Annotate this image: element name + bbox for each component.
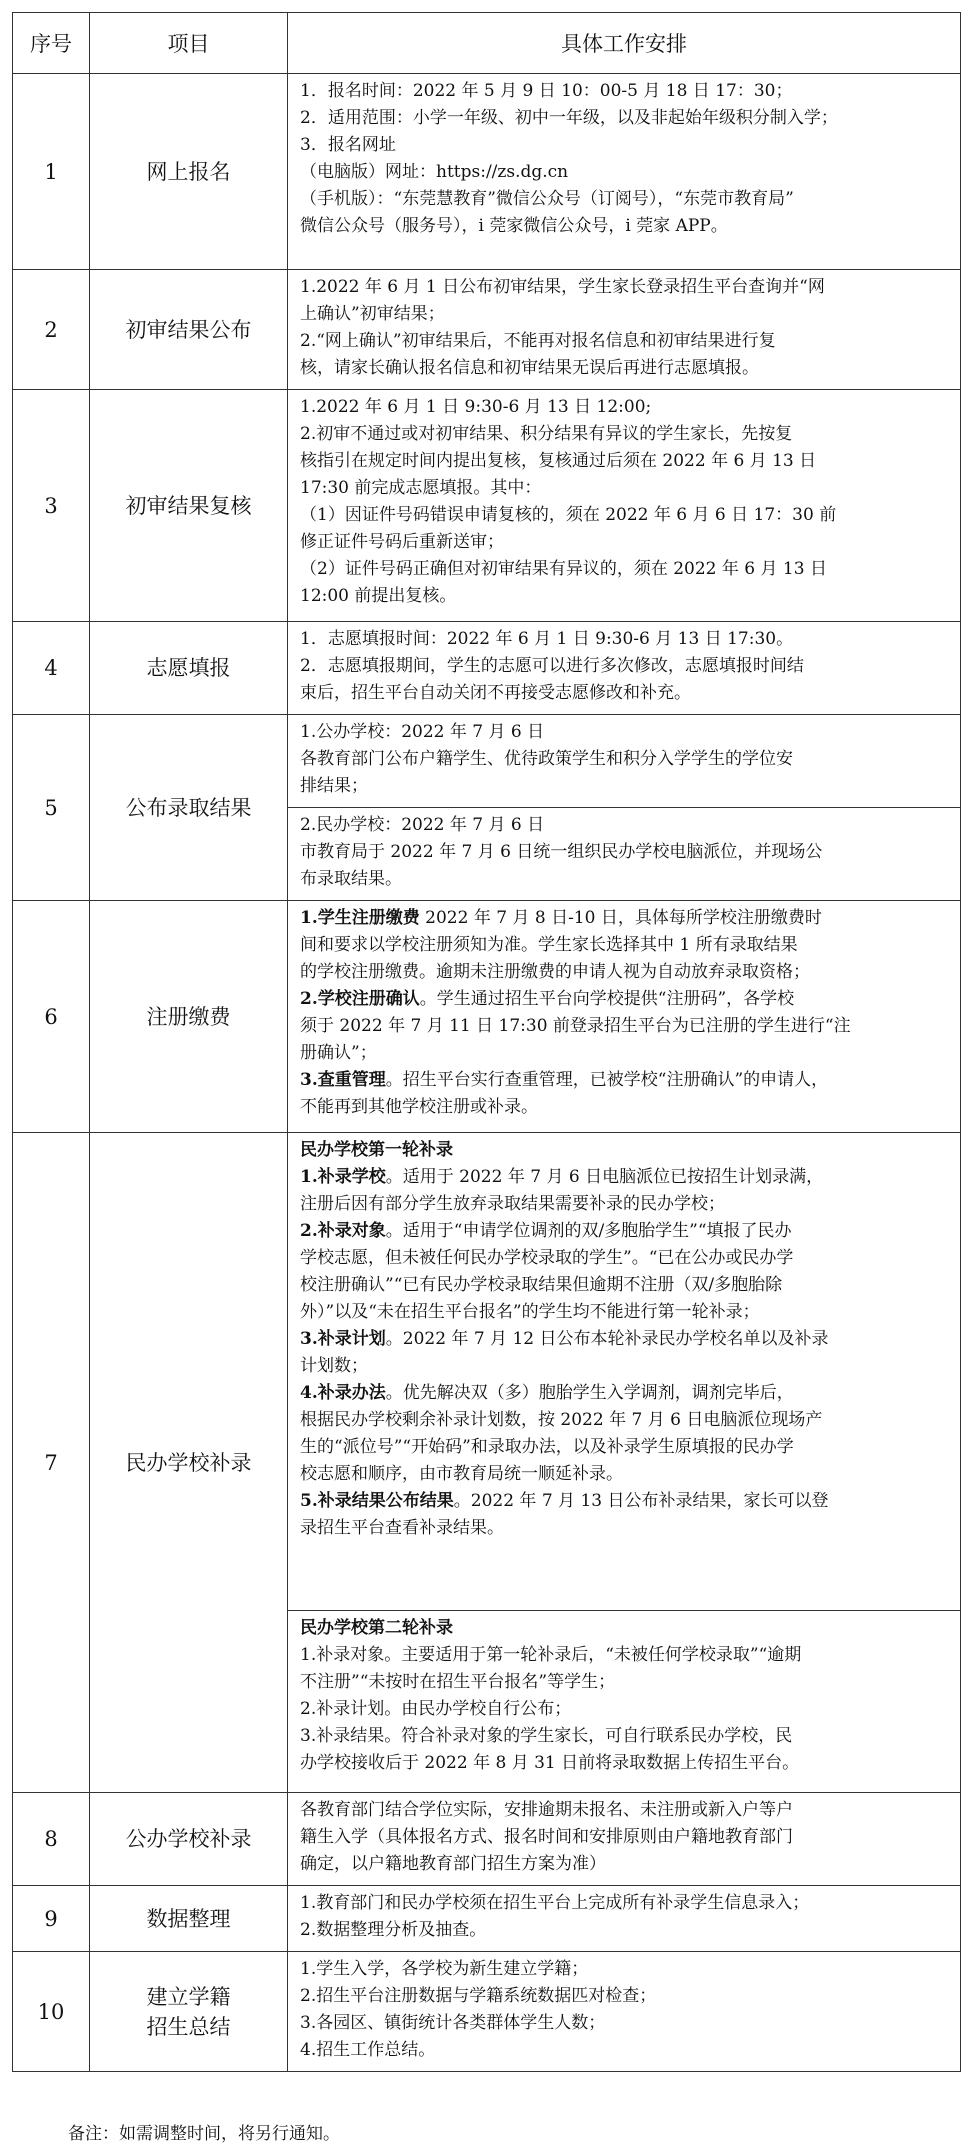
- detail-line: 2．适用范围：小学一年级、初中一年级，以及非起始年级积分制入学；: [300, 108, 838, 128]
- row-number: 6: [13, 901, 90, 1133]
- inline-text: 。适用于“申请学位调剂的双/多胞胎学生”“填报了民办: [385, 1221, 792, 1241]
- row-item: [90, 1952, 288, 2072]
- row-item: 初审结果复核: [90, 390, 288, 622]
- table-row: [13, 270, 961, 390]
- detail-line: [300, 905, 950, 932]
- detail-line: （手机版）：“东莞慧教育”微信公众号（订阅号），“东莞市教育局”: [300, 189, 794, 209]
- row-detail: [288, 1793, 961, 1886]
- detail-line: 核，请家长确认报名信息和初审结果无误后再进行志愿填报。: [300, 358, 759, 378]
- detail-line: 须于 2022 年 7 月 11 日 17:30 前登录招生平台为已注册的学生进行“注: [300, 1016, 851, 1036]
- row-detail: [288, 901, 961, 1133]
- detail-line: 生的“派位号”“开始码”和录取办法，以及补录学生原填报的民办学: [300, 1437, 794, 1457]
- row-number: 7: [13, 1133, 90, 1793]
- row-detail: [288, 1611, 961, 1793]
- detail-line: （电脑版）网址：https://zs.dg.cn: [300, 162, 569, 182]
- row-item: 网上报名: [90, 74, 288, 270]
- detail-line: 册确认”；: [300, 1043, 377, 1063]
- row-number: 2: [13, 270, 90, 390]
- detail-line: 不能再到其他学校注册或补录。: [300, 1097, 538, 1117]
- round-title: [300, 1615, 950, 1642]
- inline-text: 。学生通过招生平台向学校提供“注册码”，各学校: [419, 989, 795, 1009]
- footnote: 备注：如需调整时间，将另行通知。: [68, 2124, 340, 2144]
- row-number: 1: [13, 74, 90, 270]
- detail-line: 微信公众号（服务号），i 莞家微信公众号，i 莞家 APP。: [300, 216, 728, 236]
- inline-text: 。2022 年 7 月 13 日公布补录结果，家长可以登: [453, 1491, 829, 1511]
- detail-line: 3．报名网址: [300, 135, 396, 155]
- detail-line: [300, 1164, 950, 1191]
- header-detail: 具体工作安排: [288, 13, 961, 74]
- row-detail: [288, 622, 961, 715]
- detail-line: 2.“网上确认”初审结果后，不能再对报名信息和初审结果进行复: [300, 331, 776, 351]
- table-row: [13, 715, 961, 808]
- detail-line: [300, 1067, 950, 1094]
- table-row: [13, 1793, 961, 1886]
- bold-heading: 1.补录学校: [300, 1167, 386, 1187]
- inline-text: 。适用于 2022 年 7 月 6 日电脑派位已按招生计划录满，: [385, 1167, 824, 1187]
- row-item: 志愿填报: [90, 622, 288, 715]
- item-line: 建立学籍: [146, 1984, 231, 2009]
- bold-heading: 3.查重管理: [300, 1070, 386, 1090]
- detail-line: 根据民办学校剩余补录计划数，按 2022 年 7 月 6 日电脑派位现场产: [300, 1410, 823, 1430]
- inline-text: 。2022 年 7 月 12 日公布本轮补录民办学校名单以及补录: [385, 1329, 829, 1349]
- table-row: [13, 1886, 961, 1952]
- detail-line: 1．报名时间：2022 年 5 月 9 日 10：00-5 月 18 日 17：30；: [300, 81, 793, 101]
- detail-line: （1）因证件号码错误申请复核的，须在 2022 年 6 月 6 日 17：30 前: [300, 505, 837, 525]
- detail-line: 3.补录结果。符合补录对象的学生家长，可自行联系民办学校，民: [300, 1726, 793, 1746]
- table-row: [13, 390, 961, 622]
- row-number: 5: [13, 715, 90, 901]
- enrollment-schedule-table: [12, 12, 961, 2072]
- detail-line: 间和要求以学校注册须知为准。学生家长选择其中 1 所有录取结果: [300, 935, 798, 955]
- detail-line: 排结果；: [300, 776, 368, 796]
- header-no: 序号: [13, 13, 90, 74]
- detail-line: 计划数；: [300, 1356, 368, 1376]
- detail-line: 修正证件号码后重新送审；: [300, 532, 504, 552]
- header-item: 项目: [90, 13, 288, 74]
- detail-line: 办学校接收后于 2022 年 8 月 31 日前将录取数据上传招生平台。: [300, 1753, 800, 1773]
- detail-line: 不注册”“未按时在招生平台报名”等学生；: [300, 1672, 616, 1692]
- detail-line: 各教育部门结合学位实际，安排逾期未报名、未注册或新入户等户: [300, 1800, 793, 1820]
- inline-text: 2022 年 7 月 8 日-10 日，具体每所学校注册缴费时: [419, 908, 822, 928]
- table-row: [13, 1952, 961, 2072]
- detail-line: 校注册确认”“已有民办学校录取结果但逾期不注册（双/多胞胎除: [300, 1275, 783, 1295]
- detail-line: 布录取结果。: [300, 869, 402, 889]
- bold-heading: 5.补录结果公布结果: [300, 1491, 454, 1511]
- detail-line: 的学校注册缴费。逾期未注册缴费的申请人视为自动放弃录取资格；: [300, 962, 810, 982]
- detail-line: [300, 1326, 950, 1353]
- detail-line: 1.2022 年 6 月 1 日 9:30-6 月 13 日 12:00;: [300, 397, 652, 417]
- detail-line: 4.招生工作总结。: [300, 2040, 436, 2060]
- row-detail: [288, 74, 961, 270]
- row-item: 数据整理: [90, 1886, 288, 1952]
- item-line: 招生总结: [146, 2014, 231, 2039]
- detail-line: 2.补录计划。由民办学校自行公布；: [300, 1699, 572, 1719]
- detail-line: 3.各园区、镇街统计各类群体学生人数；: [300, 2013, 606, 2033]
- row-number: 4: [13, 622, 90, 715]
- detail-line: [300, 1218, 950, 1245]
- detail-line: 2.数据整理分析及抽查。: [300, 1920, 487, 1940]
- row-number: 9: [13, 1886, 90, 1952]
- detail-line: 市教育局于 2022 年 7 月 6 日统一组织民办学校电脑派位，并现场公: [300, 842, 823, 862]
- table-row: [13, 1133, 961, 1611]
- table-row: [13, 901, 961, 1133]
- detail-line: 学校志愿，但未被任何民办学校录取的学生”。“已在公办或民办学: [300, 1248, 794, 1268]
- detail-line: [300, 1488, 950, 1515]
- detail-line: 核指引在规定时间内提出复核，复核通过后须在 2022 年 6 月 13 日: [300, 451, 817, 471]
- row-detail: [288, 1952, 961, 2072]
- detail-line: 注册后因有部分学生放弃录取结果需要补录的民办学校；: [300, 1194, 725, 1214]
- row-number: 3: [13, 390, 90, 622]
- detail-line: （2）证件号码正确但对初审结果有异议的，须在 2022 年 6 月 13 日: [300, 559, 827, 579]
- detail-line: [300, 986, 950, 1013]
- row-item: 民办学校补录: [90, 1133, 288, 1793]
- detail-line: 2.初审不通过或对初审结果、积分结果有异议的学生家长，先按复: [300, 424, 793, 444]
- detail-line: 确定，以户籍地教育部门招生方案为准）: [300, 1854, 606, 1874]
- bold-heading: 3.补录计划: [300, 1329, 386, 1349]
- row-detail: [288, 715, 961, 808]
- detail-line: 校志愿和顺序，由市教育局统一顺延补录。: [300, 1464, 623, 1484]
- detail-line: 2．志愿填报期间，学生的志愿可以进行多次修改，志愿填报时间结: [300, 656, 804, 676]
- detail-line: 束后，招生平台自动关闭不再接受志愿修改和补充。: [300, 683, 691, 703]
- row-detail: [288, 808, 961, 901]
- detail-line: 1.教育部门和民办学校须在招生平台上完成所有补录学生信息录入；: [300, 1893, 810, 1913]
- detail-line: 录招生平台查看补录结果。: [300, 1518, 504, 1538]
- bold-heading: 民办学校第一轮补录: [300, 1140, 453, 1160]
- detail-line: 12:00 前提出复核。: [300, 586, 457, 606]
- table-row: [13, 74, 961, 270]
- inline-text: 。优先解决双（多）胞胎学生入学调剂，调剂完毕后，: [385, 1383, 794, 1403]
- bold-heading: 4.补录办法: [300, 1383, 386, 1403]
- round-title: [300, 1137, 950, 1164]
- row-item: 注册缴费: [90, 901, 288, 1133]
- row-number: 8: [13, 1793, 90, 1886]
- detail-line: 各教育部门公布户籍学生、优待政策学生和积分入学学生的学位安: [300, 749, 793, 769]
- row-detail: [288, 1133, 961, 1611]
- bold-heading: 民办学校第二轮补录: [300, 1618, 453, 1638]
- detail-line: 2.招生平台注册数据与学籍系统数据匹对检查；: [300, 1986, 657, 2006]
- row-detail: [288, 390, 961, 622]
- bold-heading: 2.补录对象: [300, 1221, 386, 1241]
- detail-line: 17:30 前完成志愿填报。其中：: [300, 478, 542, 498]
- detail-line: 1.2022 年 6 月 1 日公布初审结果，学生家长登录招生平台查询并“网: [300, 277, 825, 297]
- table-header-row: [13, 13, 961, 74]
- detail-line: 1.学生入学，各学校为新生建立学籍；: [300, 1959, 589, 1979]
- row-number: 10: [13, 1952, 90, 2072]
- row-detail: [288, 1886, 961, 1952]
- row-item: 公办学校补录: [90, 1793, 288, 1886]
- row-item: 公布录取结果: [90, 715, 288, 901]
- bold-heading: 1.学生注册缴费: [300, 908, 420, 928]
- detail-line: 外）”以及“未在招生平台报名”的学生均不能进行第一轮补录；: [300, 1302, 760, 1322]
- bold-heading: 2.学校注册确认: [300, 989, 420, 1009]
- table-row: [13, 622, 961, 715]
- detail-line: 籍生入学（具体报名方式、报名时间和安排原则由户籍地教育部门: [300, 1827, 793, 1847]
- detail-line: [300, 1380, 950, 1407]
- detail-line: 1．志愿填报时间：2022 年 6 月 1 日 9:30-6 月 13 日 17:30。: [300, 629, 794, 649]
- inline-text: 。招生平台实行查重管理，已被学校“注册确认”的申请人，: [385, 1070, 829, 1090]
- detail-line: 上确认”初审结果；: [300, 304, 445, 324]
- detail-title: 2.民办学校：2022 年 7 月 6 日: [300, 815, 545, 835]
- row-detail: [288, 270, 961, 390]
- detail-line: 1.补录对象。主要适用于第一轮补录后，“未被任何学校录取”“逾期: [300, 1645, 802, 1665]
- row-item: 初审结果公布: [90, 270, 288, 390]
- detail-title: 1.公办学校：2022 年 7 月 6 日: [300, 722, 545, 742]
